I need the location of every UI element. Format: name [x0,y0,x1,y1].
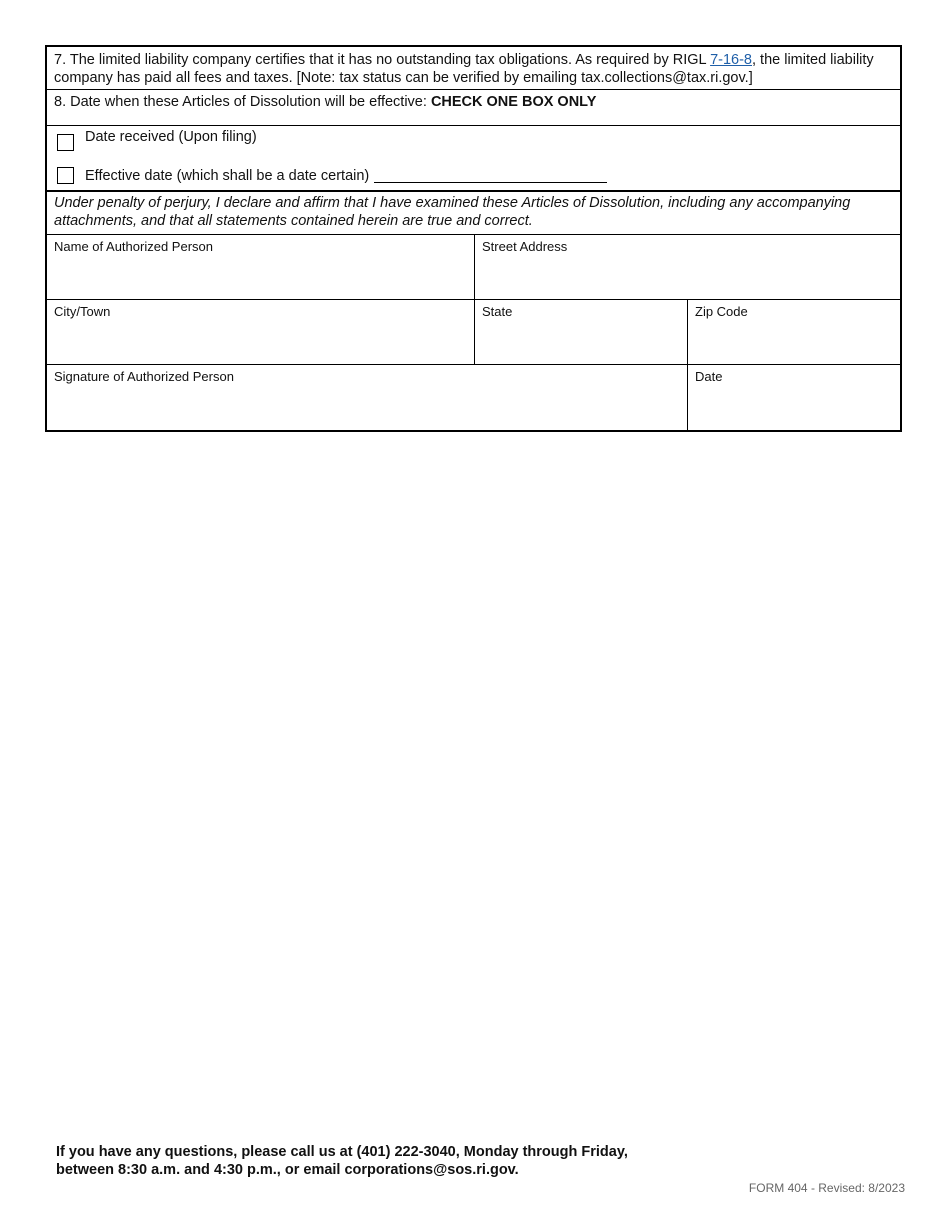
signature-cell [47,365,688,430]
name-label: Name of Authorized Person [54,239,213,254]
date-cell [688,365,900,430]
section-8-header [47,90,900,126]
city-label: City/Town [54,304,111,319]
section-7-text: 7. The limited liability company certifies that it has no outstanding tax obligations. As required by RIGL 7-16-8, the limited liability company has paid all fees and taxes. [Note: tax status can be verified by emailing tax.collections@tax.ri.gov.] [54,52,874,86]
date-received-label: Date received (Upon filing) [85,128,257,145]
zip-label: Zip Code [695,304,748,319]
section-8-label: 8. Date when these Articles of Dissolution will be effective: [54,94,431,110]
contact-info [56,1143,628,1179]
city-input[interactable] [54,319,471,351]
street-cell [475,235,900,299]
date-input[interactable] [695,384,897,416]
street-label: Street Address [482,239,568,254]
rigl-link[interactable]: 7-16-8 [710,52,752,68]
date-label: Date [695,369,723,384]
effective-date-checkbox[interactable] [57,167,74,184]
street-input[interactable] [482,254,897,286]
contact-line-1: If you have any questions, please call us at (401) 222-3040, Monday through Friday, [56,1144,628,1160]
contact-line-2: between 8:30 a.m. and 4:30 p.m., or email corporations@sos.ri.gov. [56,1162,519,1178]
declaration [47,192,900,235]
name-cell [47,235,475,299]
zip-cell [688,300,900,364]
declaration-text: Under penalty of perjury, I declare and affirm that I have examined these Articles of Dissolution, including any accompanying attachments, and that all statements contained herein are true and correct. [54,195,851,229]
state-input[interactable] [482,319,684,351]
signature-label: Signature of Authorized Person [54,369,234,384]
city-state-zip-row [47,300,900,365]
check-one-instruction: CHECK ONE BOX ONLY [430,94,597,110]
articles-of-dissolution-form [45,45,902,432]
name-address-row [47,235,900,300]
effective-date-line[interactable] [374,168,607,183]
signature-input[interactable] [54,384,684,416]
name-input[interactable] [54,254,471,286]
form-revision: FORM 404 - Revised: 8/2023 [748,1181,905,1195]
state-label: State [482,304,513,319]
option-date-received [57,128,257,145]
effective-date-options [47,126,900,192]
option-effective-date [57,167,607,184]
date-received-checkbox[interactable] [57,134,74,151]
zip-input[interactable] [695,319,897,351]
section-7 [47,47,900,90]
state-cell [475,300,688,364]
city-cell [47,300,475,364]
effective-date-label: Effective date (which shall be a date certain) [85,167,370,184]
signature-row [47,365,900,430]
